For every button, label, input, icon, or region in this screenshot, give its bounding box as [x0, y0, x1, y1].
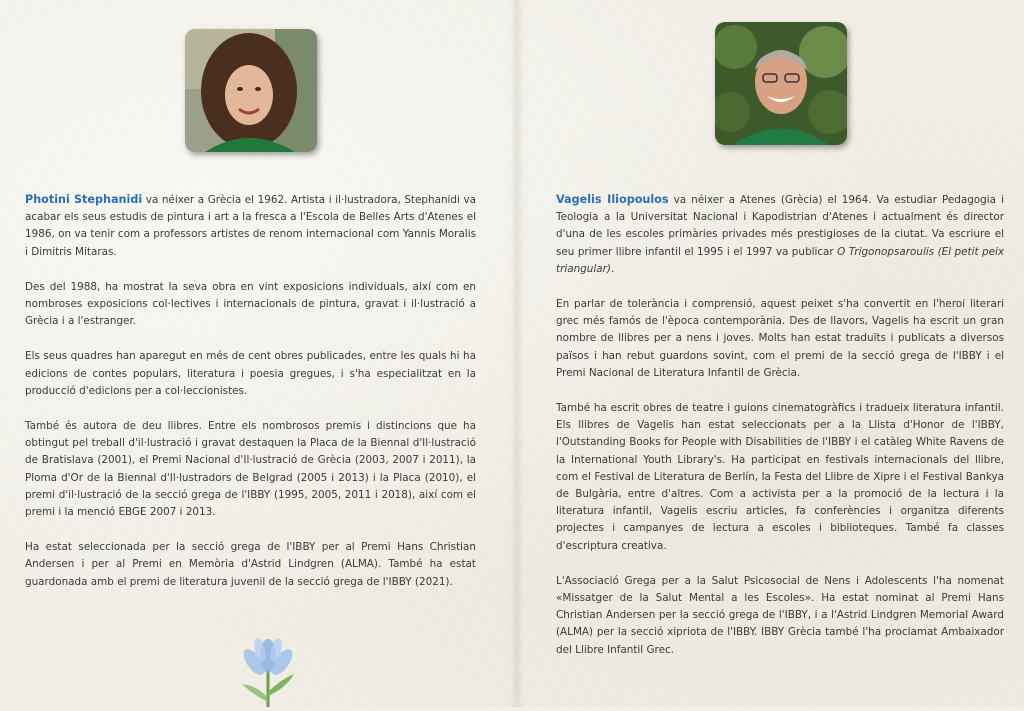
portrait-photo-vagelis-iliopoulos: [715, 22, 847, 145]
book-gutter: [510, 0, 524, 707]
book-title: O Trigonopsaroulis (El petit peix triangular): [556, 245, 1004, 275]
author-name: Photini Stephanidi: [25, 193, 143, 206]
bio-column-iliopoulos: [556, 191, 1004, 677]
blue-flower-illustration-icon: [228, 636, 308, 707]
bio-paragraph: En parlar de tolerància i comprensió, aquest peixet s'ha convertit en l'heroi literari grec més famós de l'època contemporània. Des de llavors, Vagelis ha escrit un gran nombre de llibres per a nens i joves. Molts han estat traduïts i publicats a diversos països i han rebut guardons sovint, com el premi de la secció grega de l'IBBY i el Premi Nacional de Literatura Infantil de Grècia.: [556, 298, 1004, 379]
bio-text: va néixer a Atenes (Grècia) el 1964. Va estudiar Pedagogia i Teologia a la Universitat Nacional i Kapodistrian d'Atenes i actualment és director d'una de les escoles primàries privades més prestigioses de la ciutat. Va escriure el seu primer llibre infantil el 1995 i el 1997 va publicar: [556, 194, 1004, 258]
bio-text: va néixer a Grècia el 1962. Artista i il·lustradora, Stephanidi va acabar els seus estudis de pintura i art a la fresca a l'Escola de Belles Arts d'Atenes el 1986, on va tenir com a professors artistes de renom internacional com Yannis Moralis i Dimitris Mitaras.: [25, 194, 476, 258]
bio-paragraph: Ha estat seleccionada per la secció grega de l'IBBY per al Premi Hans Christian Andersen i per al Premi en Memòria d'Astrid Lindgren (ALMA). També ha estat guardonada amb el premi de literatura juvenil de la secció grega de l'IBBY (2021).: [25, 541, 476, 588]
bio-paragraph: Des del 1988, ha mostrat la seva obra en vint exposicions individuals, així com en nombroses exposicions col·lectives i internacionals de pintura, gravat i il·lustració a Grècia i a l'estranger.: [25, 280, 476, 328]
bio-text-end: .: [610, 262, 615, 275]
bio-paragraph: També és autora de deu llibres. Entre els nombrosos premis i distincions que ha obtingut pel treball d'il·lustració i gravat destaquen la Placa de la Biennal d'Il·lustració de Bratislava (2001), el Premi Nacional d'Il·lustració de Grècia (2003, 2007 i 2011), la Ploma d'Or de la Biennal d'Il·lustradors de Belgrad (2005 i 2013) i la Placa (2010), el premi d'il·lustració de la secció grega de l'IBBY (1995, 2005, 2011 i 2018), així com el premi i la menció EBGE 2007 i 2013.: [25, 420, 476, 519]
bio-column-stephanidi: [25, 191, 476, 609]
bio-paragraph: [556, 191, 1004, 278]
bio-paragraph: Els seus quadres han aparegut en més de cent obres publicades, entre les quals hi ha edicions de contes populars, literatura i poesia gregues, i s'ha especialitzat en la producció d'edicions per a col·leccionistes.: [25, 350, 476, 397]
bio-paragraph: També ha escrit obres de teatre i guions cinematogràfics i tradueix literatura infantil. Els llibres de Vagelis han estat seleccionats per a la Llista d'Honor de l'IBBY, l'Outstanding Books for People with Disabilities de l'IBBY i el catàleg White Ravens de la International Youth Library's. Ha participat en festivals internacionals del llibre, com el Festival de Literatura de Berlín, la Festa del Llibre de Xipre i el Festival Bankya de Bulgària, entre d'altres. Com a activista per a la promoció de la lectura i la literatura infantil, Vagelis escriu articles, fa conferències i organitza diferents projectes i campanyes de lectura a escoles i biblioteques. També fa classes d'escriptura creativa.: [556, 402, 1004, 552]
bio-paragraph: L'Associació Grega per a la Salut Psicosocial de Nens i Adolescents l'ha nomenat «Missatger de la Salut Mental a les Escoles». Ha estat nominat al Premi Hans Christian Andersen per la secció grega de l'IBBY, i a l'Astrid Lindgren Memorial Award (ALMA) per la secció xipriota de l'IBBY. IBBY Grècia també l'ha proclamat Ambaixador del Llibre Infantil Grec.: [556, 574, 1004, 656]
author-name: Vagelis Iliopoulos: [556, 193, 669, 206]
bio-paragraph: [25, 191, 476, 261]
portrait-photo-photini-stephanidi: [185, 29, 317, 152]
